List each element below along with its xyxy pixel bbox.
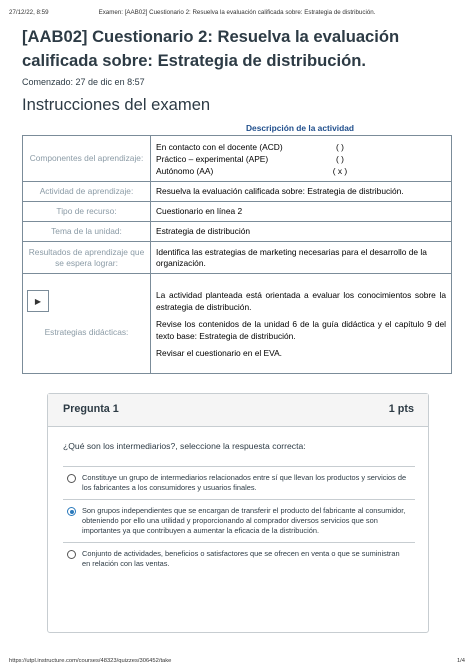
modality-name: Autónomo (AA) [156, 165, 214, 176]
started-timestamp: Comenzado: 27 de dic en 8:57 [22, 77, 145, 87]
answer-option[interactable] [63, 466, 415, 499]
strategy-paragraph: Revise los contenidos de la unidad 6 de la guía didáctica y el capítulo 9 del texto base: Estrategia de distribución. [156, 318, 446, 341]
print-page-number: 1/4 [456, 658, 465, 664]
answer-list [63, 466, 415, 575]
learning-results-label: Resultados de aprendizaje que se espera lograr: [23, 242, 151, 274]
modality-item [156, 153, 446, 165]
strategies-label-cell [23, 274, 151, 374]
print-doc-title: Examen: [AAB02] Cuestionario 2: Resuelva la evaluación calificada sobre: Estrategia de distribución. [98, 9, 376, 16]
activity-table-caption: Descripción de la actividad [246, 123, 354, 133]
modality-name: Práctico – experimental (APE) [156, 153, 269, 164]
unit-topic-label: Tema de la unidad: [23, 222, 151, 242]
question-card [47, 393, 429, 633]
modality-mark: ( x ) [332, 165, 348, 176]
activity-row [23, 182, 452, 202]
activity-row [23, 222, 452, 242]
modality-item [156, 141, 446, 153]
modality-mark: ( ) [336, 141, 344, 152]
resource-type-label: Tipo de recurso: [23, 202, 151, 222]
print-url: https://utpl.instructure.com/courses/48323/quizzes/306452/take [9, 658, 172, 664]
question-points: 1 pts [388, 403, 414, 415]
strategy-paragraph: Revisar el cuestionario en el EVA. [156, 347, 282, 358]
print-header [9, 9, 465, 19]
activity-label: Actividad de aprendizaje: [23, 182, 151, 202]
activity-row [23, 202, 452, 222]
play-button[interactable] [27, 290, 49, 312]
learning-results-value: Identifica las estrategias de marketing necesarias para el desarrollo de la organización. [151, 242, 452, 274]
unit-topic-value: Estrategia de distribución [151, 222, 452, 242]
print-date: 27/12/22, 8:59 [9, 9, 49, 16]
answer-text: Constituye un grupo de intermediarios relacionados entre sí que llevan los productos y servicios de los fabricantes a los consumidores y usuarios finales. [82, 473, 407, 492]
radio-button[interactable] [67, 550, 76, 559]
strategies-cell [151, 274, 452, 374]
radio-button-selected[interactable] [67, 507, 76, 516]
modalities-cell [151, 136, 452, 182]
activity-value: Resuelva la evaluación calificada sobre: Estrategia de distribución. [151, 182, 452, 202]
strategies-label: Estrategias didácticas: [44, 327, 129, 337]
page-title: [AAB02] Cuestionario 2: Resuelva la evaluación calificada sobre: Estrategia de distribución. [22, 27, 400, 70]
modality-name: En contacto con el docente (ACD) [156, 141, 283, 152]
activity-table [22, 135, 452, 374]
question-header [48, 394, 428, 427]
resource-type-value: Cuestionario en línea 2 [151, 202, 452, 222]
answer-text: Son grupos independientes que se encargan de transferir el producto del fabricante al consumidor, obteniendo por ello una utilidad y proporcionando al comprador diversos servicios que son importantes ya que contribuyen a aumentar la eficacia de la distribución. [82, 506, 406, 535]
activity-row-components [23, 136, 452, 182]
radio-button[interactable] [67, 474, 76, 483]
activity-row-strategies [23, 274, 452, 374]
question-title: Pregunta 1 [63, 403, 119, 415]
answer-option[interactable] [63, 499, 415, 542]
components-label: Componentes del aprendizaje: [23, 136, 151, 182]
section-title: Instrucciones del examen [22, 95, 211, 114]
modality-item [156, 165, 446, 177]
activity-row [23, 242, 452, 274]
answer-text: Conjunto de actividades, beneficios o satisfactores que se ofrecen en venta o que se suministran en relación con las ventas. [82, 549, 400, 568]
answer-option[interactable] [63, 542, 415, 575]
question-text: ¿Qué son los intermediarios?, seleccione la respuesta correcta: [63, 441, 306, 451]
play-icon: ▶ [34, 296, 42, 306]
strategy-paragraph: La actividad planteada está orientada a evaluar los conocimientos sobre la estrategia de distribución. [156, 289, 446, 312]
modality-mark: ( ) [336, 153, 344, 164]
